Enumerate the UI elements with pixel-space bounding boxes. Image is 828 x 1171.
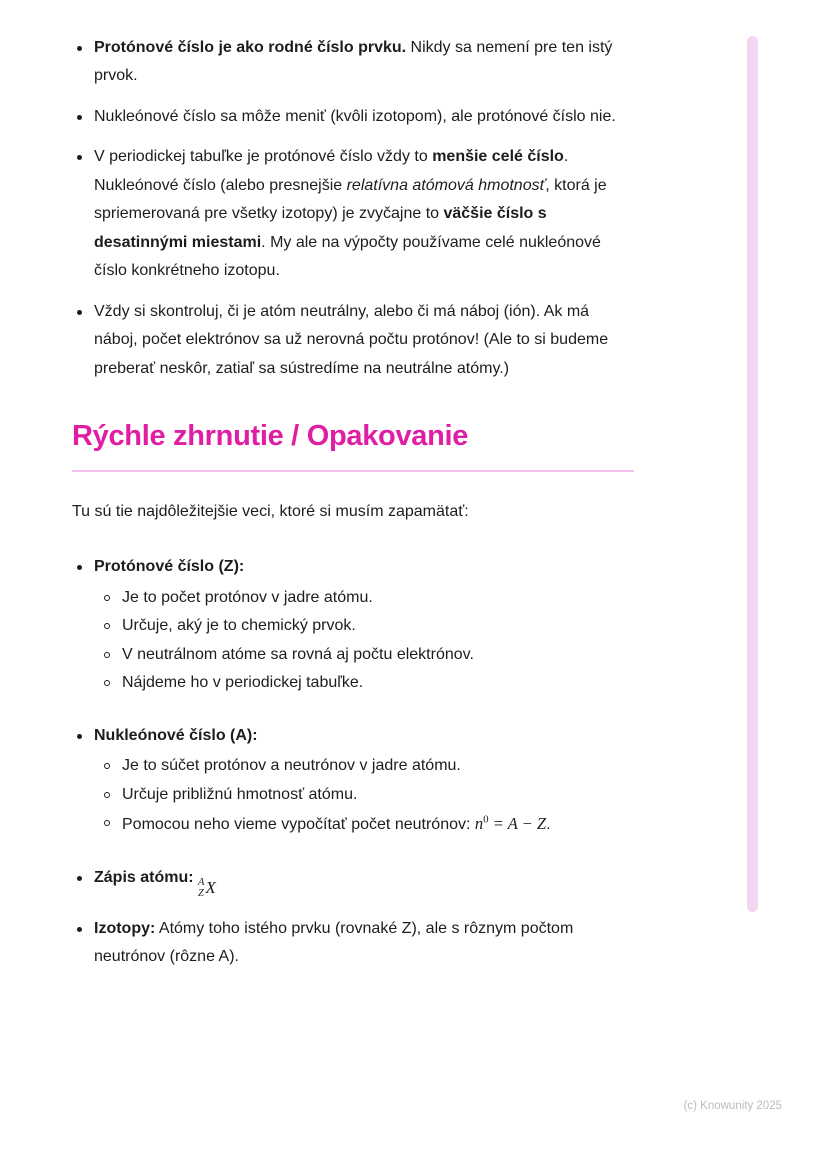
sub-bullet-item xyxy=(94,752,634,780)
formula-equation: = A − Z xyxy=(488,814,547,834)
proton-sub-list xyxy=(94,584,634,698)
summary-item-label: Izotopy: xyxy=(94,919,156,937)
sub-bullet-text: . xyxy=(546,816,551,834)
heading-divider xyxy=(72,470,634,472)
nucleon-sub-list xyxy=(94,752,634,839)
section-heading: Rýchle zhrnutie / Opakovanie xyxy=(72,420,469,453)
formula-superscript: 0 xyxy=(483,813,489,826)
bullet-text-bold: menšie celé číslo xyxy=(432,148,564,166)
bullet-text: . Nukleónové číslo (alebo presnejšie xyxy=(94,148,569,194)
bullet-text: V periodickej tabuľke je protónové číslo vždy to xyxy=(94,148,433,166)
summary-item-label: Zápis atómu: xyxy=(94,868,199,886)
summary-intro-text: Tu sú tie najdôležitejšie veci, ktoré si musím zapamätať: xyxy=(72,502,469,520)
summary-item-label: Protónové číslo (Z): xyxy=(94,558,245,576)
sub-bullet-item xyxy=(94,809,634,839)
bullet-text: Atómy toho istého prvku (rovnaké Z), ale s rôznym počtom neutrónov (rôzne A). xyxy=(94,919,574,966)
bullet-item xyxy=(72,298,634,383)
sub-bullet-item xyxy=(94,612,634,640)
bullet-text-italic: relatívna atómová hmotnosť xyxy=(346,176,546,194)
summary-item-izotopy xyxy=(72,915,634,972)
summary-item-zapis xyxy=(72,864,634,903)
bullet-text-bold: Protónové číslo je ako rodné číslo prvku. xyxy=(94,39,407,56)
sub-bullet-item xyxy=(94,641,634,669)
proton-number: Z xyxy=(198,887,204,899)
sub-bullet-item xyxy=(94,584,634,612)
mass-number: A xyxy=(198,876,205,888)
intro-bullet-list xyxy=(72,34,634,383)
bullet-text-bold: väčšie číslo s desatinnými miestami xyxy=(94,205,547,251)
sub-bullet-item xyxy=(94,669,634,697)
bullet-item xyxy=(72,143,634,285)
nuclide-notation xyxy=(198,873,216,903)
scrollbar-track[interactable] xyxy=(747,36,758,912)
sub-bullet-item xyxy=(94,781,634,809)
sub-bullet-text: Určuje približnú hmotnosť atómu. xyxy=(122,785,358,803)
sub-bullet-text: Je to počet protónov v jadre atómu. xyxy=(122,588,373,606)
bullet-text: Vždy si skontroluj, či je atóm neutrálny, alebo či má náboj (ión). Ak má náboj, počet elektrónov sa už nerovná počtu protónov! (Ale to si budeme preberať neskôr, zatiaľ sa sústredíme na neutrálne atómy.) xyxy=(94,302,609,377)
formula-variable: n xyxy=(474,814,484,834)
element-symbol: X xyxy=(205,877,216,897)
neutron-formula xyxy=(475,814,546,833)
bullet-text: . My ale na výpočty používame celé nukleónové číslo konkrétneho izotopu. xyxy=(94,233,601,280)
note-page-content xyxy=(72,34,634,984)
sub-bullet-text: Určuje, aký je to chemický prvok. xyxy=(122,617,356,635)
summary-item-label: Nukleónové číslo (A): xyxy=(94,726,258,744)
sub-bullet-text: Je to súčet protónov a neutrónov v jadre atómu. xyxy=(122,757,461,775)
bullet-text: , ktorá je spriemerovaná pre všetky izotopy) je zvyčajne to xyxy=(94,176,607,223)
nuclide-stack xyxy=(198,877,204,899)
bullet-item xyxy=(72,34,634,91)
bullet-item xyxy=(72,103,634,131)
sub-bullet-text: V neutrálnom atóme sa rovná aj počtu elektrónov. xyxy=(122,645,474,663)
bullet-text: Nukleónové číslo sa môže meniť (kvôli izotopom), ale protónové číslo nie. xyxy=(94,107,616,125)
sub-bullet-text: Nájdeme ho v periodickej tabuľke. xyxy=(122,674,364,692)
summary-bullet-list xyxy=(72,553,634,971)
footer-copyright: (c) Knowunity 2025 xyxy=(683,1100,782,1112)
summary-item-proton xyxy=(72,553,634,697)
summary-item-nucleon xyxy=(72,722,634,840)
bullet-text: Nikdy sa nemení pre ten istý prvok. xyxy=(94,39,613,85)
sub-bullet-text: Pomocou neho vieme vypočítať počet neutrónov: xyxy=(122,816,475,834)
